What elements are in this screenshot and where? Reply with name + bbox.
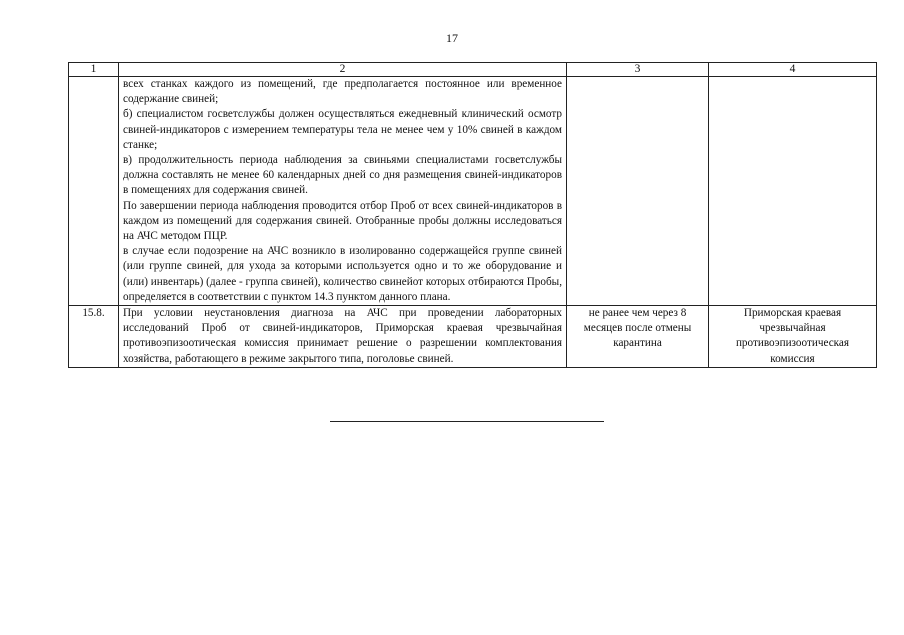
table-row: [69, 77, 877, 306]
measure-paragraph: в случае если подозрение на АЧС возникло в изолированно содержащейся группе свиней (или группе свиней, для ухода за которыми используется одно и то же оборудование и (или) инвентарь) (далее - группа свиней), количество свинейот которых отбираются Пробы, определяется в соответствии с пунктом 14.3 пунктом данного плана.: [123, 245, 562, 303]
measure-description: [119, 306, 567, 368]
column-header-3: 3: [567, 63, 709, 77]
column-header-4: 4: [709, 63, 877, 77]
column-number-row: [69, 63, 877, 77]
measure-paragraph: По завершении периода наблюдения проводится отбор Проб от всех свиней-индикаторов в каждом из помещений для содержания свиней. Отобранные пробы должны исследоваться на АЧС методом ПЦР.: [123, 199, 562, 243]
deadline-cell: не ранее чем через 8 месяцев после отмены карантина: [567, 306, 709, 368]
column-header-1: 1: [69, 63, 119, 77]
measure-paragraph: в) продолжительность периода наблюдения за свиньями специалистами госветслужбы должна составлять не менее 60 календарных дней со дня размещения свиней-индикаторов в помещениях для содержания свиней.: [123, 154, 562, 197]
row-number: [69, 77, 119, 306]
measure-paragraph: б) специалистом госветслужбы должен осуществляться ежедневный клинический осмотр свиней-индикаторов с измерением температуры тела не менее чем у 10% свиней в каждом станке;: [123, 108, 562, 151]
measure-description: [119, 77, 567, 306]
closing-rule: [330, 421, 604, 422]
page-number: 17: [446, 31, 458, 45]
row-number: 15.8.: [69, 306, 119, 368]
responsible-cell: Приморская краевая чрезвычайная противоэпизоотическая комиссия: [709, 306, 877, 368]
measure-paragraph: всех станках каждого из помещений, где предполагается постоянное или временное содержание свиней;: [123, 78, 562, 106]
column-header-2: 2: [119, 63, 567, 77]
deadline-cell: [567, 77, 709, 306]
table-row: [69, 306, 877, 368]
measure-paragraph: При условии неустановления диагноза на АЧС при проведении лабораторных исследований Проб от свиней-индикаторов, Приморская краевая чрезвычайная противоэпизоотическая комиссия принимает решение о разрешении комплектования хозяйства, работающего в режиме закрытого типа, поголовье свиней.: [123, 307, 562, 365]
measures-table: [68, 62, 877, 368]
responsible-cell: [709, 77, 877, 306]
